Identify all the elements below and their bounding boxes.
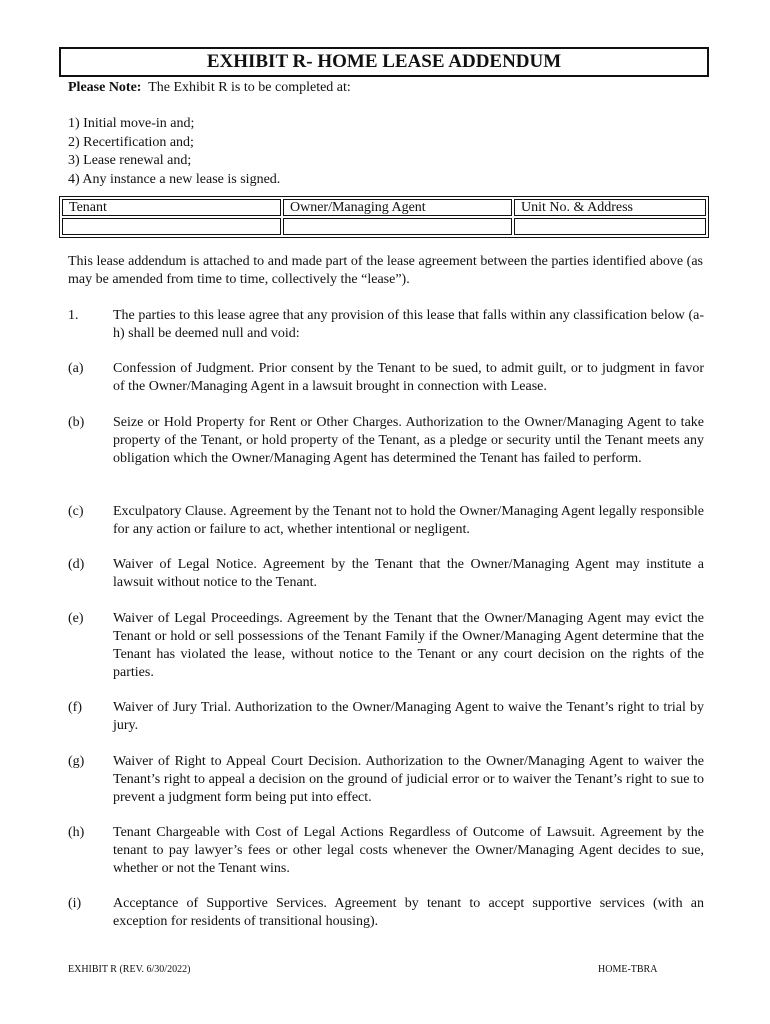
intro-paragraph: This lease addendum is attached to and made part of the lease agreement between the parties identified above (as may be amended from time to time, collectively the “lease”). xyxy=(68,254,703,287)
list-item: 3) Lease renewal and; xyxy=(68,153,192,168)
clause-text: Tenant Chargeable with Cost of Legal Actions Regardless of Outcome of Lawsuit. Agreement by the tenant to pay lawyer’s fees or other legal costs whenever the Owner/Managing Agent decides to sue, whether or not the Tenant wins. xyxy=(113,825,704,876)
unit-address-field[interactable] xyxy=(514,218,706,235)
clause-number: (i) xyxy=(68,896,82,911)
document-title: EXHIBIT R- HOME LEASE ADDENDUM xyxy=(59,47,709,77)
completion-list xyxy=(68,115,280,189)
clause-f xyxy=(68,699,704,735)
footer-program: HOME-TBRA xyxy=(598,964,658,975)
owner-agent-field[interactable] xyxy=(283,218,512,235)
clause-text: The parties to this lease agree that any provision of this lease that falls within any classification below (a-h) shall be deemed null and void: xyxy=(113,308,704,341)
clause-number: (h) xyxy=(68,825,85,840)
owner-agent-header: Owner/Managing Agent xyxy=(283,199,512,216)
list-item: 2) Recertification and; xyxy=(68,134,194,150)
clause-h xyxy=(68,824,704,878)
clause-e xyxy=(68,610,704,682)
clause-b xyxy=(68,414,704,468)
tenant-field[interactable] xyxy=(62,218,281,235)
clause-1 xyxy=(68,307,704,343)
please-note xyxy=(68,80,351,96)
clause-a xyxy=(68,360,704,396)
clause-text: Seize or Hold Property for Rent or Other Charges. Authorization to the Owner/Managing Agent to take property of the Tenant, or hold property of the Tenant, as a pledge or security until the Tenant meets any obligation which the Owner/Managing Agent has determined the Tenant has failed to perform. xyxy=(113,415,704,466)
clause-text: Waiver of Jury Trial. Authorization to the Owner/Managing Agent to waive the Tenant’s right to trial by jury. xyxy=(113,700,704,733)
clause-g xyxy=(68,753,704,807)
please-note-text: The Exhibit R is to be completed at: xyxy=(148,80,351,95)
clause-text: Waiver of Right to Appeal Court Decision. Authorization to the Owner/Managing Agent to waiver the Tenant’s right to appeal a decision on the ground of judicial error or to waiver the Tenant’s right to sue to prevent a judgment form being put into effect. xyxy=(113,754,704,805)
clause-text: Acceptance of Supportive Services. Agreement by tenant to accept supportive services (with an exception for residents of transitional housing). xyxy=(113,896,704,929)
footer-revision: EXHIBIT R (REV. 6/30/2022) xyxy=(68,964,191,975)
list-item: 1) Initial move-in and; xyxy=(68,116,195,131)
clause-text: Confession of Judgment. Prior consent by the Tenant to be sued, to admit guilt, or to judgment in favor of the Owner/Managing Agent in a lawsuit brought in connection with Lease. xyxy=(113,361,704,394)
list-item: 4) Any instance a new lease is signed. xyxy=(68,171,281,187)
clause-number: (e) xyxy=(68,611,84,626)
unit-address-header: Unit No. & Address xyxy=(514,199,706,216)
clause-number: (d) xyxy=(68,557,85,572)
clause-number: (c) xyxy=(68,504,84,519)
clause-i xyxy=(68,895,704,931)
clause-text: Waiver of Legal Notice. Agreement by the Tenant that the Owner/Managing Agent may institute a lawsuit without notice to the Tenant. xyxy=(113,557,704,590)
please-note-label: Please Note: xyxy=(68,80,142,95)
clause-number: 1. xyxy=(68,308,79,323)
clause-number: (f) xyxy=(68,700,82,715)
clause-c xyxy=(68,503,704,539)
clause-d xyxy=(68,556,704,592)
parties-table xyxy=(59,196,709,238)
clause-number: (g) xyxy=(68,754,85,769)
clause-number: (a) xyxy=(68,361,84,376)
clause-text: Exculpatory Clause. Agreement by the Tenant not to hold the Owner/Managing Agent legally responsible for any action or failure to act, whether intentional or negligent. xyxy=(113,504,704,537)
clause-text: Waiver of Legal Proceedings. Agreement by the Tenant that the Owner/Managing Agent may evict the Tenant or hold or sell possessions of the Tenant Family if the Owner/Managing Agent determine that the Tenant has violated the lease, without notice to the Tenant or any court decision on the rights of the parties. xyxy=(113,611,704,680)
clause-number: (b) xyxy=(68,415,85,430)
tenant-header: Tenant xyxy=(62,199,281,216)
